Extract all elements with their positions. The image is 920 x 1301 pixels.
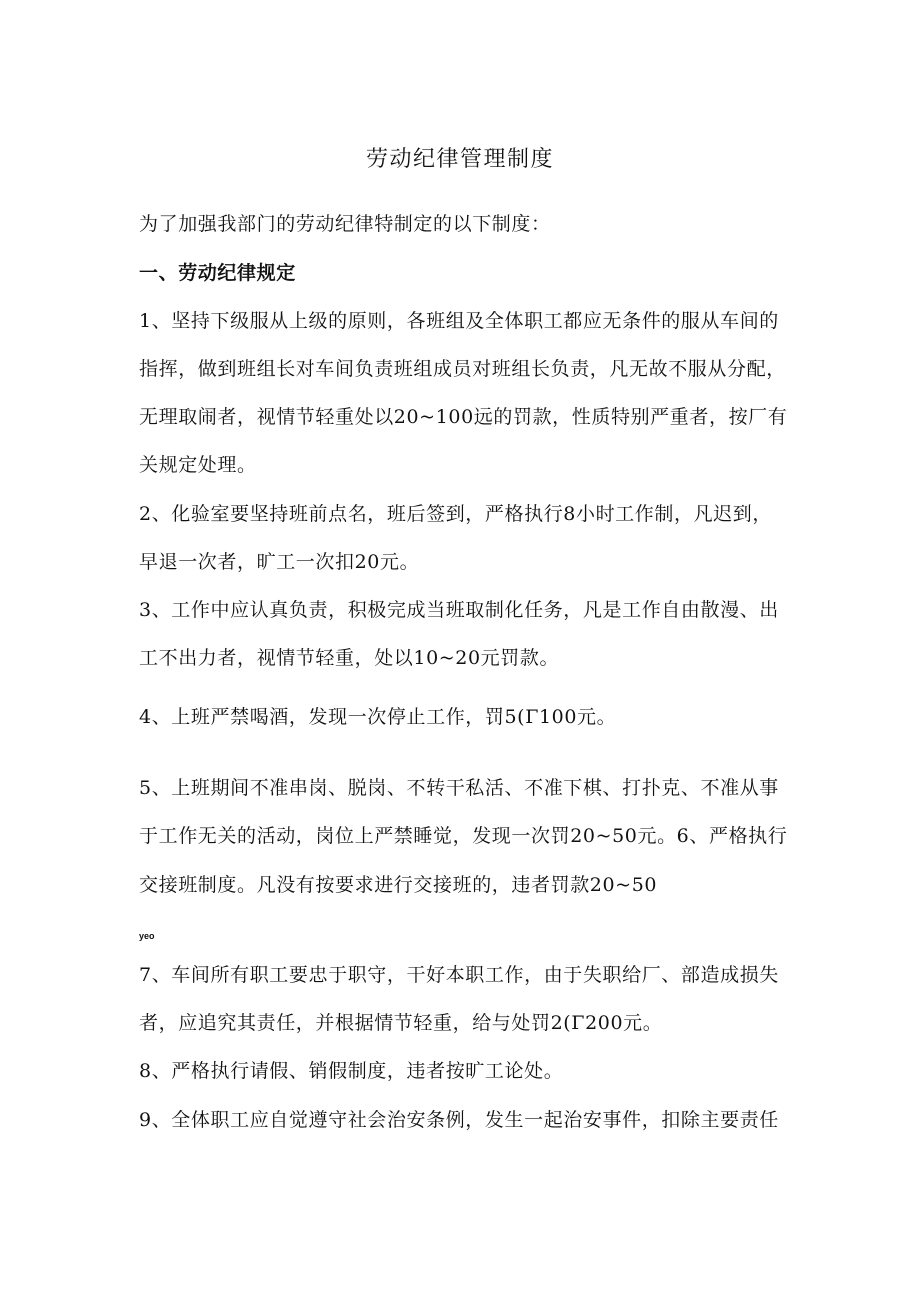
text-line: 交接班制度。凡没有按要求进行交接班的，违者罚款20~50 — [139, 874, 658, 896]
small-note: yeo — [139, 931, 155, 941]
text-line: 9、全体职工应自觉遵守社会治安条例，发生一起治安事件，扣除主要责任 — [139, 1109, 779, 1131]
section-heading: 一、劳动纪律规定 — [139, 262, 296, 284]
text-line: 8、严格执行请假、销假制度，违者按旷工论处。 — [139, 1060, 564, 1082]
page-title: 劳动纪律管理制度 — [365, 147, 554, 172]
text-line: 2、化验室要坚持班前点名，班后签到，严格执行8小时工作制，凡迟到， — [139, 503, 772, 525]
intro-paragraph: 为了加强我部门的劳动纪律特制定的以下制度： — [139, 213, 551, 235]
text-line: 3、工作中应认真负责，积极完成当班取制化任务，凡是工作自由散漫、出 — [139, 599, 779, 621]
text-line: 指挥，做到班组长对车间负责班组成员对班组长负责，凡无故不服从分配， — [139, 358, 786, 380]
text-line: 关规定处理。 — [139, 454, 257, 476]
text-line: 无理取闹者，视情节轻重处以20~100远的罚款，性质特别严重者，按厂有 — [139, 406, 788, 428]
text-line: 4、上班严禁喝酒，发现一次停止工作，罚5(Γ100元。 — [139, 706, 617, 728]
text-line: 5、上班期间不准串岗、脱岗、不转干私活、不准下棋、打扑克、不准从事 — [139, 777, 779, 799]
text-line: 1、坚持下级服从上级的原则，各班组及全体职工都应无条件的服从车间的 — [139, 310, 779, 332]
text-line: 早退一次者，旷工一次扣20元。 — [139, 551, 420, 573]
text-line: 于工作无关的活动，岗位上严禁睡觉，发现一次罚20~50元。6、严格执行 — [139, 825, 788, 847]
text-line: 者，应追究其责任，并根据情节轻重，给与处罚2(Γ200元。 — [139, 1012, 663, 1034]
text-line: 7、车间所有职工要忠于职守，干好本职工作，由于失职给厂、部造成损失 — [139, 964, 779, 986]
text-line: 工不出力者，视情节轻重，处以10~20元罚款。 — [139, 647, 560, 669]
